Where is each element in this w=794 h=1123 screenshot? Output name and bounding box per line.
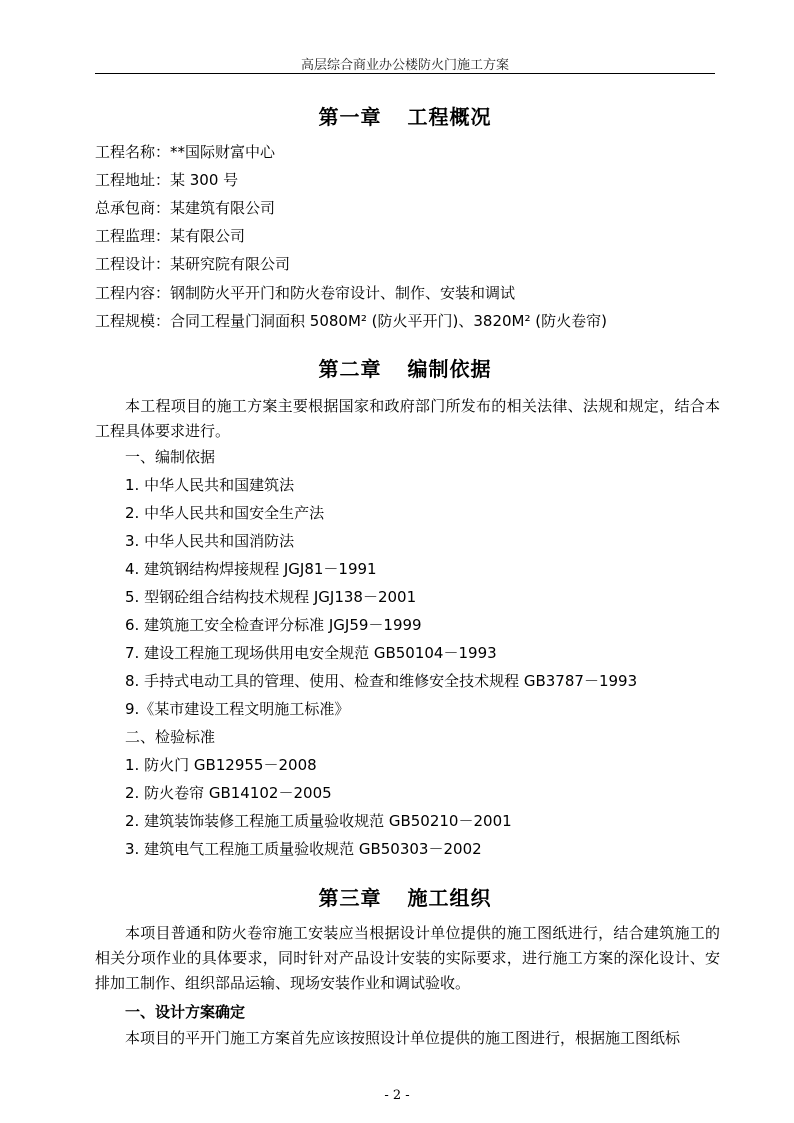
- standard-item: 2. 建筑装饰装修工程施工质量验收规范 GB50210－2001: [125, 812, 512, 830]
- chapter-3-title: 施工组织: [407, 886, 492, 910]
- chapter-2-number: 第二章: [318, 357, 382, 381]
- basis-item: 5. 型钢砼组合结构技术规程 JGJ138－2001: [125, 588, 417, 606]
- chapter-2-heading: [95, 353, 715, 382]
- basis-item: 8. 手持式电动工具的管理、使用、检查和维修安全技术规程 GB3787－1993: [125, 672, 638, 690]
- basis-item: 3. 中华人民共和国消防法: [125, 532, 295, 550]
- standard-item: 1. 防火门 GB12955－2008: [125, 756, 317, 774]
- project-field-name: 工程名称：**国际财富中心: [95, 143, 276, 161]
- project-field-designer: 工程设计：某研究院有限公司: [95, 255, 291, 273]
- chapter-1-number: 第一章: [318, 105, 382, 129]
- project-field-contractor: 总承包商：某建筑有限公司: [95, 199, 276, 217]
- basis-item: 9.《某市建设工程文明施工标准》: [125, 700, 350, 718]
- running-header-title: 高层综合商业办公楼防火门施工方案: [300, 58, 509, 73]
- page-number: - 2 -: [384, 1088, 410, 1103]
- basis-item: 2. 中华人民共和国安全生产法: [125, 504, 325, 522]
- chapter-1-title: 工程概况: [407, 105, 492, 129]
- project-field-scale: 工程规模：合同工程量门洞面积 5080M² (防火平开门)、3820M² (防火卷帘): [95, 312, 607, 330]
- chapter-2-title: 编制依据: [407, 357, 492, 381]
- section-design-title: 一、设计方案确定: [125, 1003, 246, 1021]
- chapter-1-heading: [95, 101, 715, 130]
- project-field-supervisor: 工程监理：某有限公司: [95, 227, 246, 245]
- basis-item: 7. 建设工程施工现场供用电安全规范 GB50104－1993: [125, 644, 497, 662]
- header-rule: [95, 73, 715, 74]
- basis-item: 1. 中华人民共和国建筑法: [125, 476, 295, 494]
- chapter-2-intro: 本工程项目的施工方案主要根据国家和政府部门所发布的相关法律、法规和规定，结合本工程具体要求进行。: [95, 397, 720, 440]
- chapter-3-heading: [95, 882, 715, 911]
- basis-item: 6. 建筑施工安全检查评分标准 JGJ59－1999: [125, 616, 422, 634]
- project-field-address: 工程地址：某 300 号: [95, 171, 239, 189]
- chapter-3-intro: 本项目普通和防火卷帘施工安装应当根据设计单位提供的施工图纸进行，结合建筑施工的相关分项作业的具体要求，同时针对产品设计安装的实际要求，进行施工方案的深化设计、安排加工制作、组织部品运输、现场安装作业和调试验收。: [95, 924, 720, 992]
- standard-item: 3. 建筑电气工程施工质量验收规范 GB50303－2002: [125, 840, 482, 858]
- section-design-text: 本项目的平开门施工方案首先应该按照设计单位提供的施工图进行，根据施工图纸标: [125, 1029, 681, 1047]
- section-basis-title: 一、编制依据: [125, 448, 216, 466]
- chapter-3-number: 第三章: [318, 886, 382, 910]
- standard-item: 2. 防火卷帘 GB14102－2005: [125, 784, 332, 802]
- project-field-content: 工程内容：钢制防火平开门和防火卷帘设计、制作、安装和调试: [95, 284, 516, 302]
- section-standards-title: 二、检验标准: [125, 728, 216, 746]
- basis-item: 4. 建筑钢结构焊接规程 JGJ81－1991: [125, 560, 377, 578]
